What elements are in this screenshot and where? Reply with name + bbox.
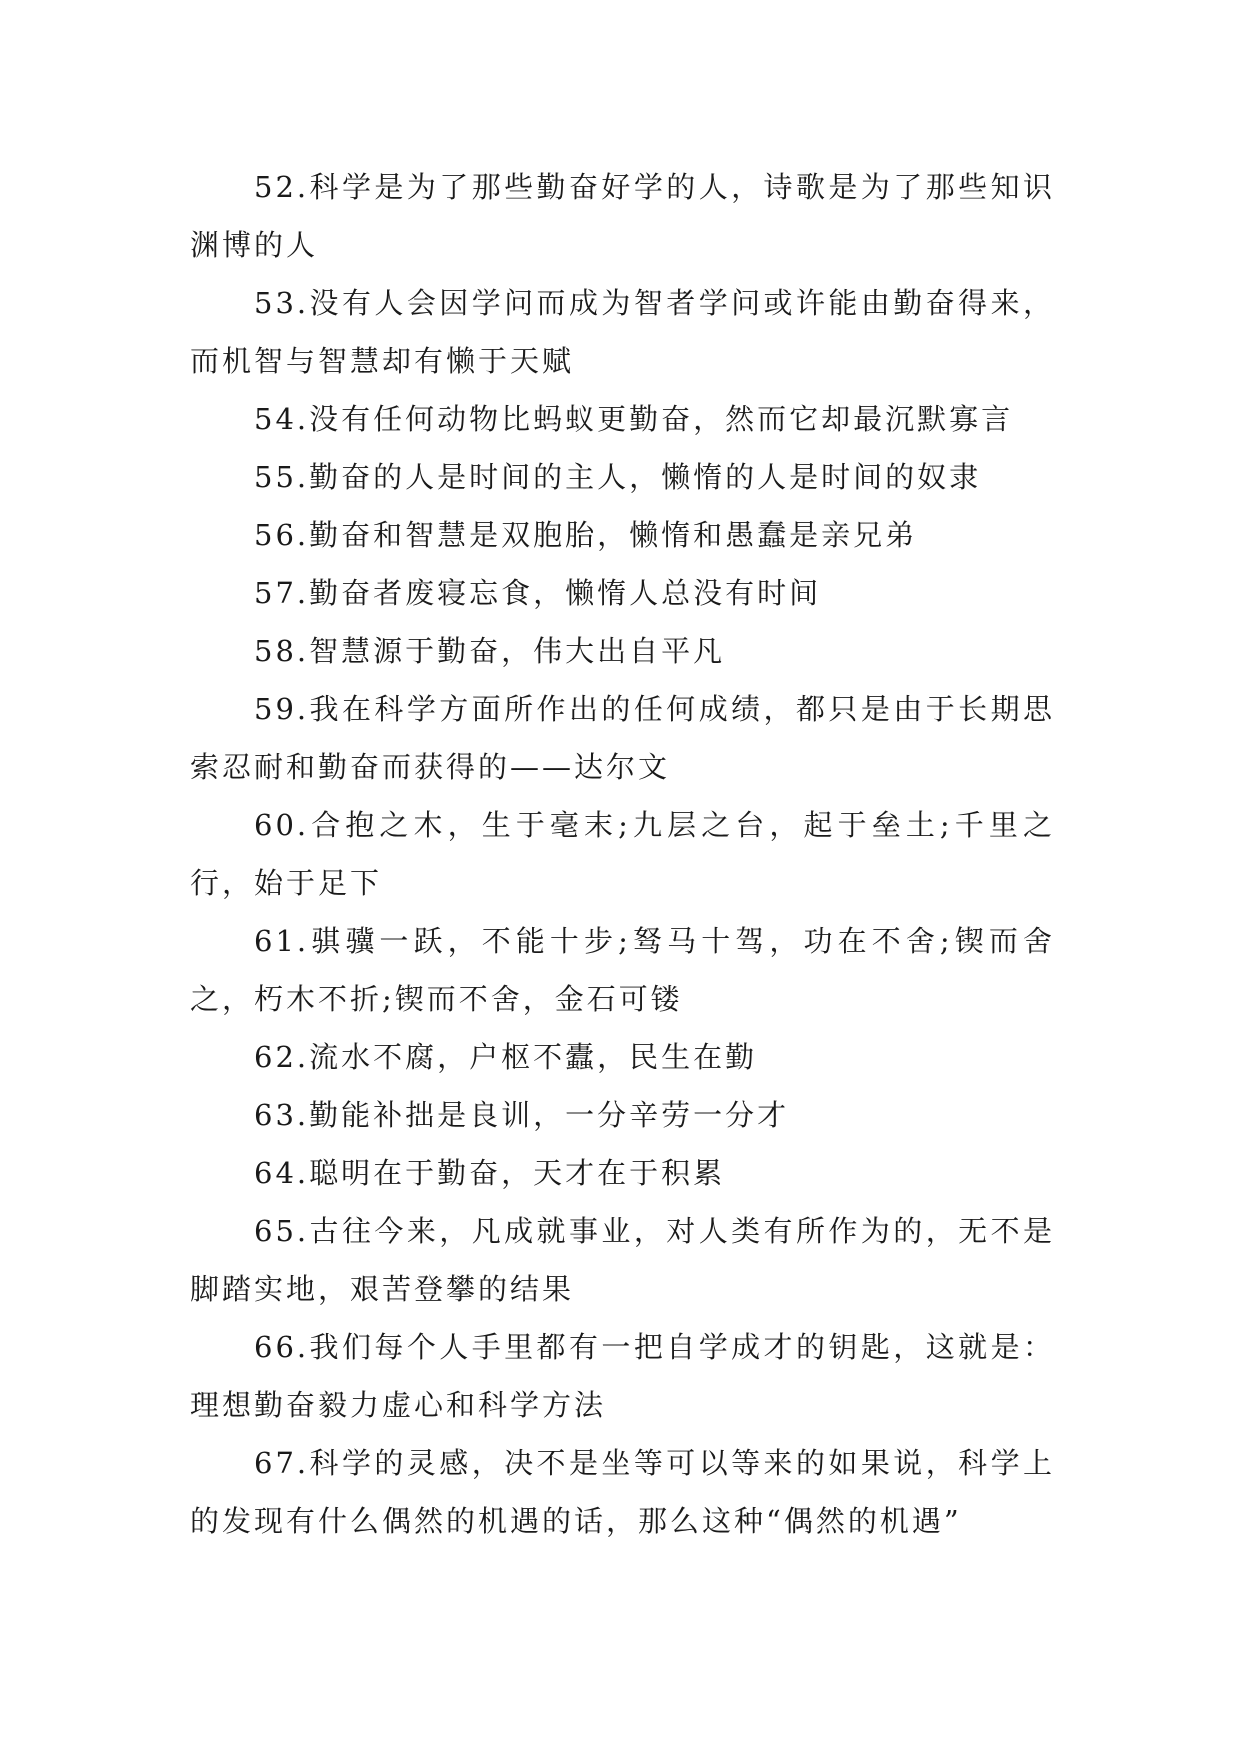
paragraph-62: 62.流水不腐，户枢不蠹，民生在勤 xyxy=(254,1040,758,1074)
paragraph-60: 60.合抱之木，生于毫末;九层之台，起于垒土;千里之行，始于足下 xyxy=(190,808,1055,900)
paragraph-56: 56.勤奋和智慧是双胞胎，懒惰和愚蠢是亲兄弟 xyxy=(254,518,918,552)
paragraph-55: 55.勤奋的人是时间的主人，懒惰的人是时间的奴隶 xyxy=(254,460,982,494)
paragraph-57: 57.勤奋者废寝忘食，懒惰人总没有时间 xyxy=(254,576,822,610)
paragraph-59: 59.我在科学方面所作出的任何成绩，都只是由于长期思索忍耐和勤奋而获得的——达尔文 xyxy=(190,692,1055,784)
paragraph-63: 63.勤能补拙是良训，一分辛劳一分才 xyxy=(254,1098,790,1132)
paragraph-66: 66.我们每个人手里都有一把自学成才的钥匙，这就是：理想勤奋毅力虚心和科学方法 xyxy=(190,1330,1055,1422)
document-body xyxy=(190,158,1055,1550)
paragraph-54: 54.没有任何动物比蚂蚁更勤奋，然而它却最沉默寡言 xyxy=(254,402,1014,436)
paragraph-64: 64.聪明在于勤奋，天才在于积累 xyxy=(254,1156,726,1190)
paragraph-65: 65.古往今来，凡成就事业，对人类有所作为的，无不是脚踏实地，艰苦登攀的结果 xyxy=(190,1214,1055,1306)
paragraph-52: 52.科学是为了那些勤奋好学的人，诗歌是为了那些知识渊博的人 xyxy=(190,170,1055,262)
paragraph-61: 61.骐骥一跃，不能十步;驽马十驾，功在不舍;锲而舍之，朽木不折;锲而不舍，金石可镂 xyxy=(190,924,1055,1016)
paragraph-58: 58.智慧源于勤奋，伟大出自平凡 xyxy=(254,634,726,668)
paragraph-67: 67.科学的灵感，决不是坐等可以等来的如果说，科学上的发现有什么偶然的机遇的话，那么这种“偶然的机遇” xyxy=(190,1446,1055,1538)
paragraph-53: 53.没有人会因学问而成为智者学问或许能由勤奋得来，而机智与智慧却有懒于天赋 xyxy=(190,286,1055,378)
